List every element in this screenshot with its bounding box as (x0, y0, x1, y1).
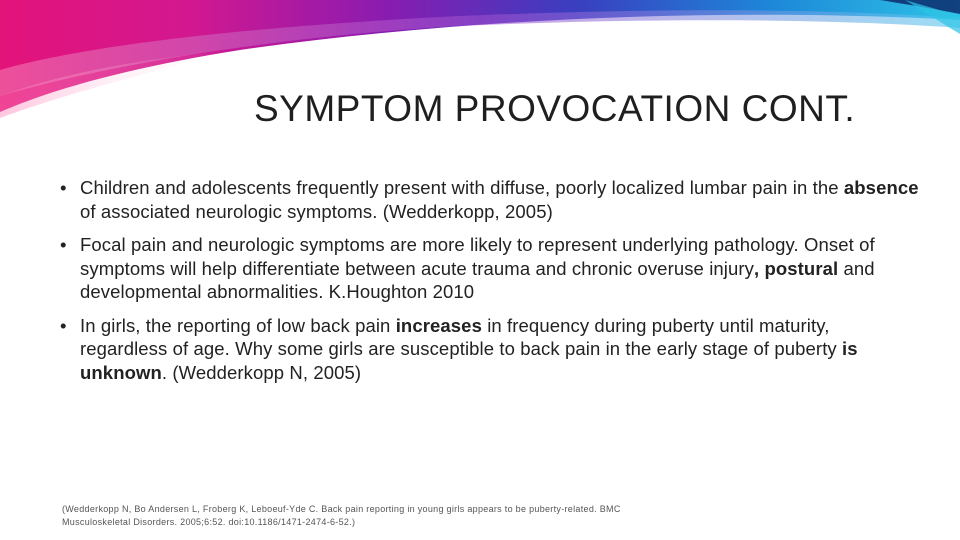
bullet-text: Children and adolescents frequently present with diffuse, poorly localized lumbar pain in the (80, 177, 844, 198)
slide-title: SYMPTOM PROVOCATION CONT. (254, 88, 856, 129)
bullet-text: Focal pain and neurologic symptoms are more likely to represent underlying pathology. Onset of symptoms will help differentiate between acute trauma and chronic overuse injury (80, 234, 875, 279)
bullet-text: In girls, the reporting of low back pain (80, 314, 396, 336)
bullet-text: of associated neurologic symptoms. (Wedderkopp, 2005) (80, 200, 553, 222)
bullet-text: and developmental abnormalities. K.Houghton 2010 (80, 257, 875, 302)
bullet-list (60, 176, 920, 384)
bullet-emphasis: , postural (754, 257, 839, 279)
bullet-dot: • (60, 177, 67, 198)
bullet-emphasis: absence (843, 177, 919, 198)
bullet-dot: • (60, 234, 67, 255)
bullet-text: in frequency during puberty until maturity, regardless of age. Why some girls are susceptible to back pain in the early stage of puberty (80, 314, 843, 359)
bullet-text: . (Wedderkopp N, 2005) (161, 361, 362, 383)
citation-footnote: (Wedderkopp N, Bo Andersen L, Froberg K, Leboeuf-Yde C. Back pain reporting in young girls appears to be puberty-related. BMC Musculoskeletal Disorders. 2005;6:52. doi:10.1186/1471-2474-6-52.) (62, 504, 621, 527)
bullet-item-1 (60, 176, 920, 223)
bullet-dot: • (60, 314, 67, 336)
bullet-emphasis: increases (395, 314, 482, 336)
bullet-item-3 (60, 314, 920, 385)
bullet-item-2 (60, 233, 920, 304)
bullet-emphasis: is unknown (80, 338, 858, 383)
